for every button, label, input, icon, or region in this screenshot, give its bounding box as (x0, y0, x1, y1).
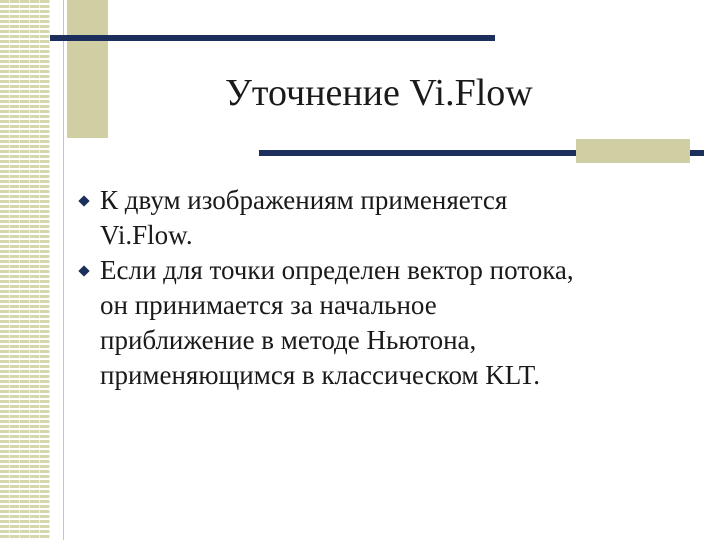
slide-title: Уточнение Vi.Flow (225, 72, 533, 114)
bullet-list (78, 183, 698, 393)
bullet-line: Vi.Flow. (100, 220, 193, 250)
bullet-item (78, 183, 698, 253)
left-vertical-line (63, 0, 64, 540)
bullet-line: К двум изображениям применяется (100, 185, 508, 215)
diamond-bullet-icon (78, 265, 89, 276)
bullet-item (78, 253, 698, 393)
title-bottom-accent-block (576, 139, 690, 163)
left-stripe-decoration (0, 0, 50, 540)
title-accent-block (67, 0, 108, 138)
bullet-line: применяющимся в классическом KLT. (100, 360, 541, 390)
bullet-line: приближение в методе Ньютона, (100, 325, 477, 355)
bullet-line: он принимается за начальное (100, 290, 437, 320)
title-top-rule (50, 35, 495, 41)
diamond-bullet-icon (78, 195, 89, 206)
bullet-line: Если для точки определен вектор потока, (100, 255, 574, 285)
